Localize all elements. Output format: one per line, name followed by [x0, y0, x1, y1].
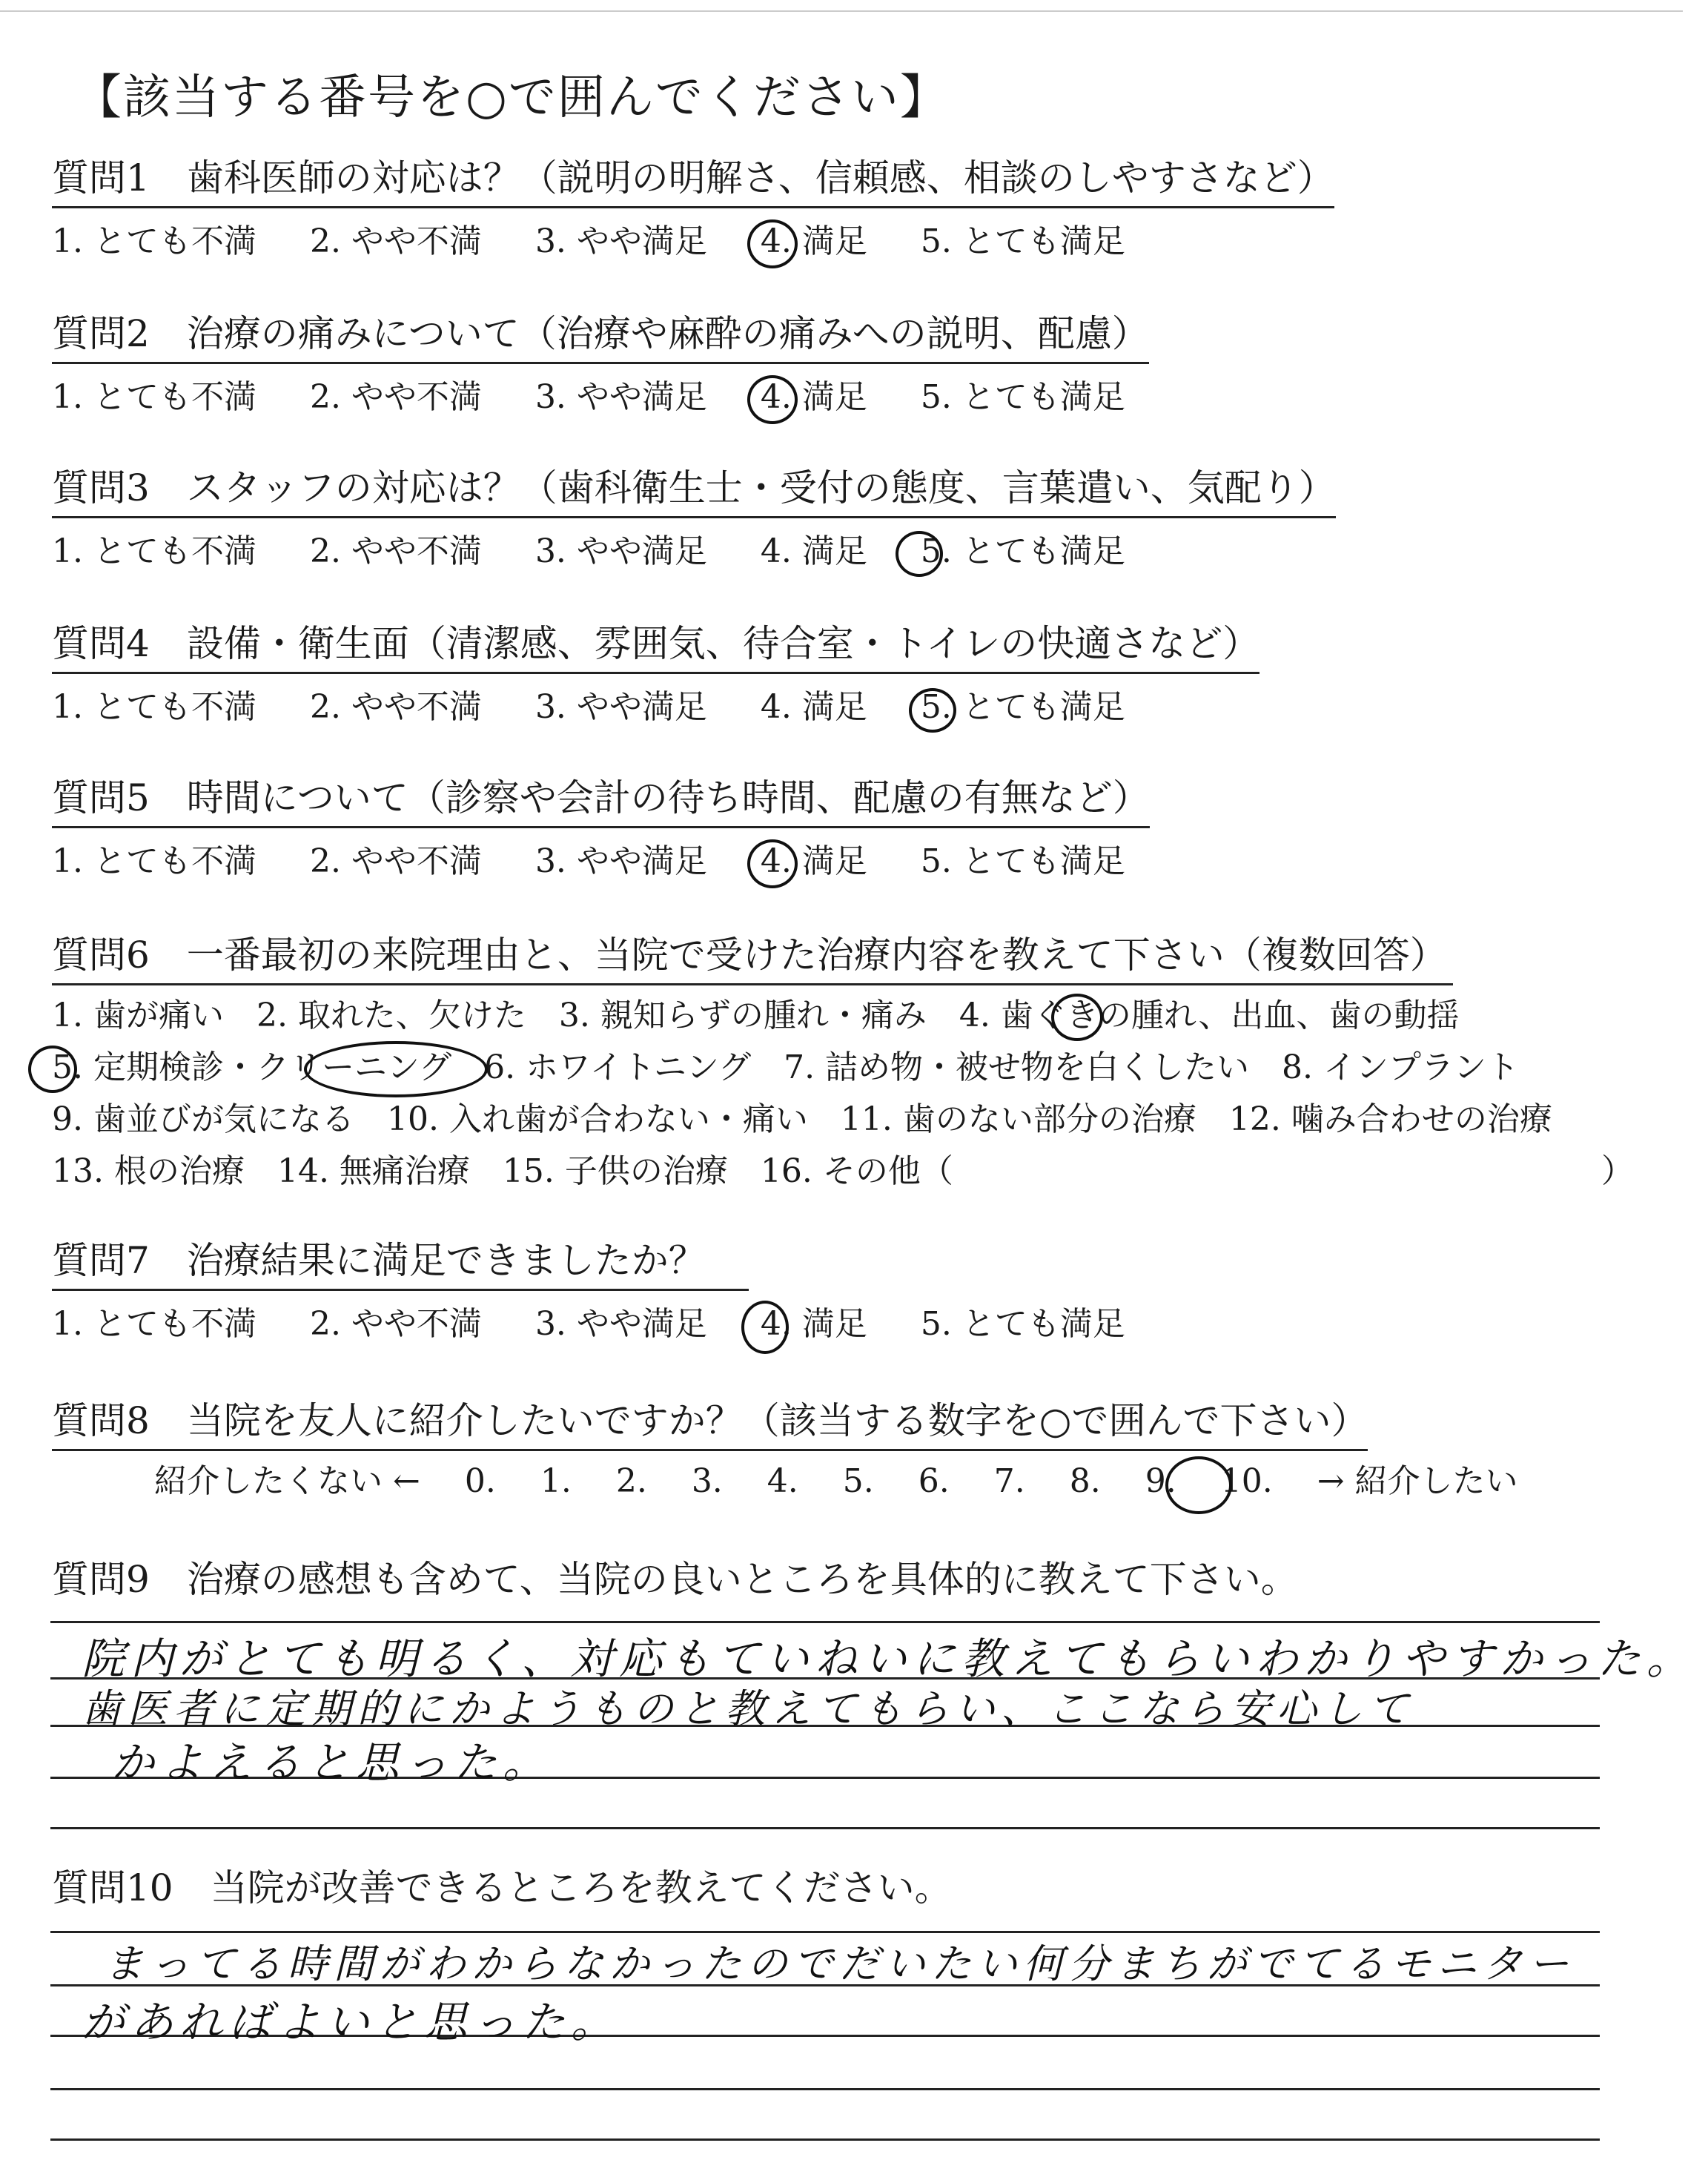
- q3-option-3[interactable]: 3. やや満足: [534, 532, 707, 570]
- q8-left-label: 紹介したくない ←: [154, 1462, 420, 1500]
- question-10-label: 質問10 当院が改善できるところを教えてください。: [52, 1866, 952, 1909]
- q7-option-1[interactable]: 1. とても不満: [52, 1305, 256, 1343]
- q8-scale-9[interactable]: 9.: [1145, 1462, 1176, 1500]
- q9-answer-text-1: 院内がとても明るく、対応もていねいに教えてもらいわかりやすかった。: [82, 1634, 1695, 1684]
- q9-answer-text-2: 歯医者に定期的にかようものと教えてもらい、ここなら安心して: [82, 1685, 1414, 1732]
- q1-option-1[interactable]: 1. とても不満: [52, 222, 256, 260]
- q7-option-2[interactable]: 2. やや不満: [309, 1305, 482, 1343]
- q8-selection-circle: [1165, 1456, 1232, 1514]
- q6-row-3[interactable]: 9. 歯並びが気になる 10. 入れ歯が合わない・痛い 11. 歯のない部分の治療 12. 噛み合わせの治療: [52, 1100, 1552, 1138]
- q3-option-1[interactable]: 1. とても不満: [52, 532, 256, 570]
- q6-row-2[interactable]: 5. 定期検診・クリーニング 6. ホワイトニング 7. 詰め物・被せ物を白くしたい 8. インプラント: [52, 1048, 1520, 1086]
- q8-scale-8[interactable]: 8.: [1069, 1462, 1101, 1500]
- q5-option-5[interactable]: 5. とても満足: [920, 842, 1125, 880]
- q6-other-close-paren: ）: [1601, 1152, 1634, 1190]
- question-2-options[interactable]: [52, 377, 1168, 418]
- q1-selection-circle: [747, 219, 798, 268]
- question-2-label: 質問2 治療の痛みについて（治療や麻酔の痛みへの説明、配慮）: [52, 311, 1149, 364]
- q8-scale-0[interactable]: 0.: [464, 1462, 496, 1500]
- q8-scale-10[interactable]: 10.: [1220, 1462, 1273, 1500]
- question-5-options[interactable]: [52, 841, 1168, 882]
- q2-option-2[interactable]: 2. やや不満: [309, 378, 482, 416]
- question-6-label: 質問6 一番最初の来院理由と、当院で受けた治療内容を教えて下さい（複数回答）: [52, 933, 1453, 985]
- q4-selection-circle: [909, 688, 956, 733]
- q4-option-3[interactable]: 3. やや満足: [534, 688, 707, 726]
- q10-answer-line-5: [50, 2138, 1600, 2141]
- q7-option-4[interactable]: 4. 満足: [760, 1305, 867, 1343]
- question-4-label: 質問4 設備・衛生面（清潔感、雰囲気、待合室・トイレの快適さなど）: [52, 621, 1260, 674]
- q6-row-1[interactable]: 1. 歯が痛い 2. 取れた、欠けた 3. 親知らずの腫れ・痛み 4. 歯ぐきの腫れ、出血、歯の動揺: [52, 997, 1460, 1034]
- q10-answer-text-1: まってる時間がわからなかったのでだいたい何分まちがでてるモニター: [104, 1941, 1575, 1987]
- q7-option-3[interactable]: 3. やや満足: [534, 1305, 707, 1343]
- q2-selection-circle: [747, 375, 798, 424]
- q3-selection-circle: [896, 531, 943, 577]
- scan-edge-line: [0, 10, 1683, 12]
- q9-answer-line-1: [50, 1621, 1600, 1623]
- question-3-options[interactable]: [52, 531, 1168, 572]
- q3-option-4[interactable]: 4. 満足: [760, 532, 867, 570]
- question-8-label: 質問8 当院を友人に紹介したいですか？（該当する数字を○で囲んで下さい）: [52, 1398, 1368, 1451]
- question-9-label: 質問9 治療の感想も含めて、当院の良いところを具体的に教えて下さい。: [52, 1558, 1298, 1601]
- q4-option-2[interactable]: 2. やや不満: [309, 688, 482, 726]
- q10-answer-text-2: があればよいと思った。: [82, 1997, 620, 2047]
- question-7-label: 質問7 治療結果に満足できましたか？: [52, 1238, 749, 1291]
- q7-selection-circle: [741, 1301, 789, 1354]
- q1-option-5[interactable]: 5. とても満足: [920, 222, 1125, 260]
- q6-selection-circle-5: [28, 1046, 77, 1093]
- q9-answer-line-5: [50, 1827, 1600, 1829]
- question-7-options[interactable]: [52, 1304, 1168, 1345]
- question-3-label: 質問3 スタッフの対応は？（歯科衛生士・受付の態度、言葉遣い、気配り）: [52, 466, 1336, 518]
- q7-option-5[interactable]: 5. とても満足: [920, 1305, 1125, 1343]
- q5-selection-circle: [747, 839, 798, 888]
- q6-selection-circle-4: [1051, 994, 1103, 1041]
- q5-option-4[interactable]: 4. 満足: [760, 842, 867, 880]
- q2-option-1[interactable]: 1. とても不満: [52, 378, 256, 416]
- q8-scale-4[interactable]: 4.: [767, 1462, 798, 1500]
- q10-answer-line-4: [50, 2088, 1600, 2090]
- q8-right-label: → 紹介したい: [1317, 1462, 1518, 1500]
- q5-option-2[interactable]: 2. やや不満: [309, 842, 482, 880]
- q8-scale[interactable]: [154, 1461, 1552, 1502]
- q8-scale-3[interactable]: 3.: [691, 1462, 723, 1500]
- q1-option-2[interactable]: 2. やや不満: [309, 222, 482, 260]
- q5-option-3[interactable]: 3. やや満足: [534, 842, 707, 880]
- question-4-options[interactable]: [52, 687, 1168, 728]
- q5-option-1[interactable]: 1. とても不満: [52, 842, 256, 880]
- q3-option-5[interactable]: 5. とても満足: [920, 532, 1125, 570]
- question-1-label: 質問1 歯科医師の対応は？（説明の明解さ、信頼感、相談のしやすさなど）: [52, 156, 1334, 208]
- q2-option-3[interactable]: 3. やや満足: [534, 378, 707, 416]
- q4-option-1[interactable]: 1. とても不満: [52, 688, 256, 726]
- q8-scale-5[interactable]: 5.: [842, 1462, 874, 1500]
- q8-scale-7[interactable]: 7.: [993, 1462, 1025, 1500]
- form-title: 【該当する番号を○で囲んでください】: [74, 70, 949, 125]
- q6-row-4[interactable]: 13. 根の治療 14. 無痛治療 15. 子供の治療 16. その他（: [52, 1152, 953, 1190]
- q6-cleaning-circle: [304, 1041, 488, 1097]
- q8-scale-1[interactable]: 1.: [540, 1462, 572, 1500]
- q9-answer-text-3: かよえると思った。: [111, 1737, 552, 1788]
- q8-scale-6[interactable]: 6.: [918, 1462, 950, 1500]
- q2-option-5[interactable]: 5. とても満足: [920, 378, 1125, 416]
- question-1-options[interactable]: [52, 221, 1168, 262]
- q4-option-4[interactable]: 4. 満足: [760, 688, 867, 726]
- q3-option-2[interactable]: 2. やや不満: [309, 532, 482, 570]
- q2-option-4[interactable]: 4. 満足: [760, 378, 867, 416]
- question-5-label: 質問5 時間について（診察や会計の待ち時間、配慮の有無など）: [52, 776, 1150, 828]
- q8-scale-2[interactable]: 2.: [615, 1462, 647, 1500]
- q1-option-3[interactable]: 3. やや満足: [534, 222, 707, 260]
- q4-option-5[interactable]: 5. とても満足: [920, 688, 1125, 726]
- q1-option-4[interactable]: 4. 満足: [760, 222, 867, 260]
